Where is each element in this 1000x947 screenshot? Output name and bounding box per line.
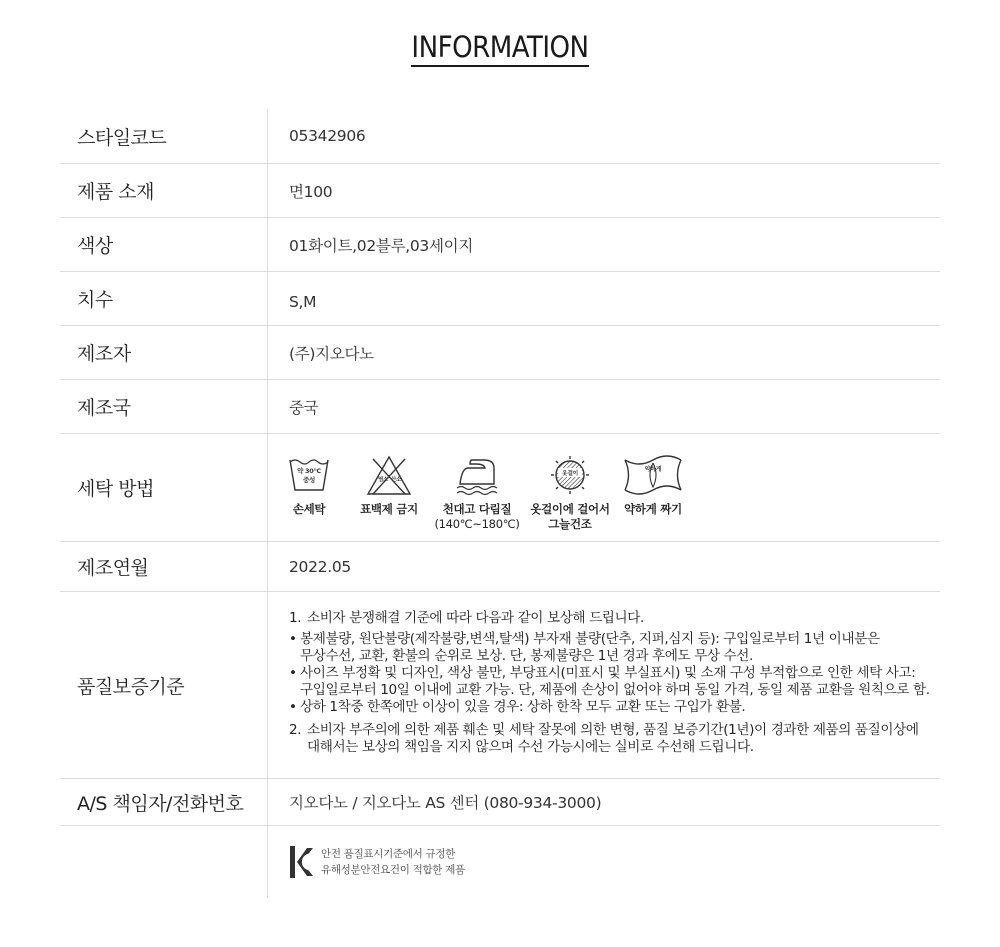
row-label: 제조연월: [60, 542, 268, 591]
kc-text: 안전 품질표시기준에서 규정한 유해성분안전요건이 적합한 제품: [321, 848, 465, 876]
row-kc: [60, 826, 940, 898]
kc-mark-icon: [289, 843, 315, 881]
svg-text:약 30°C: 약 30°C: [297, 467, 321, 475]
row-label: 품질보증기준: [60, 592, 268, 778]
row-label: 세탁 방법: [60, 434, 268, 541]
page-title-wrap: [0, 30, 1000, 67]
svg-text:염소: 염소: [377, 477, 389, 483]
kc-certification: [268, 826, 940, 898]
care-label: 천대고 다림질: [442, 502, 512, 516]
row-size: [60, 272, 940, 326]
care-item-hand-wash: [270, 454, 348, 517]
row-label: A/S 책임자/전화번호: [60, 779, 268, 825]
quality-item-2: 2. 소비자 부주의에 의한 제품 훼손 및 세탁 잘못에 의한 변형, 품질 보증기간(1년)이 경과한 제품의 품질이상에 대해서는 보상의 책임을 지지 않으며 수선 가능시에는 실비로 수선해 드립니다.: [289, 722, 919, 755]
row-style-code: [60, 109, 940, 164]
row-as: [60, 779, 940, 826]
quality-bullet: • 사이즈 부정확 및 디자인, 색상 불만, 부당표시(미표시 및 부실표시) 및 소재 구성 부적합으로 인한 세탁 사고: 구입일로부터 10일 이내에 교환 가능. 단, 제품에 손상이 없어야 하며 동일 가격, 동일 제품 교환을 원칙으로 함.: [289, 665, 930, 698]
row-date: [60, 542, 940, 592]
hang-dry-shade-icon: [547, 454, 593, 496]
row-value: S,M: [289, 292, 317, 311]
care-label: 표백제 금지: [360, 502, 418, 516]
row-wash: [60, 434, 940, 542]
svg-text:옷걸이: 옷걸이: [562, 471, 578, 477]
page-title: INFORMATION: [411, 30, 588, 67]
row-color: [60, 218, 940, 272]
no-bleach-icon: [365, 454, 413, 496]
row-value: (주)지오다노: [289, 344, 374, 363]
care-item-gentle-wring: [616, 454, 690, 517]
hand-wash-icon: [288, 454, 330, 496]
svg-text:산소: 산소: [390, 477, 402, 483]
row-value: 01화이트,02블루,03세이지: [289, 236, 474, 255]
row-label: 제조자: [60, 326, 268, 379]
care-label: 손세탁: [292, 502, 326, 516]
care-sublabel: (140℃~180℃): [434, 517, 520, 531]
row-label-empty: [60, 826, 268, 898]
row-label: 치수: [60, 272, 268, 325]
row-value: 2022.05: [289, 557, 351, 576]
row-value: 면100: [289, 182, 333, 201]
row-value: 중국: [289, 398, 319, 417]
info-table: [60, 109, 940, 898]
row-label: 제조국: [60, 380, 268, 433]
row-material: [60, 164, 940, 218]
care-item-no-bleach: [348, 454, 430, 517]
svg-text:중성: 중성: [303, 476, 315, 484]
iron-with-cloth-icon: [454, 454, 500, 496]
quality-bullet: • 상하 1착중 한쪽에만 이상이 있을 경우: 상하 한착 모두 교환 또는 구입가 환불.: [289, 699, 746, 715]
row-label: 제품 소재: [60, 164, 268, 217]
row-quality: [60, 592, 940, 779]
quality-text: [268, 592, 940, 778]
row-maker: [60, 326, 940, 380]
row-label: 색상: [60, 218, 268, 271]
care-item-hang-dry: [524, 454, 616, 532]
care-item-iron: [430, 454, 524, 532]
care-label-2: 그늘건조: [548, 517, 592, 531]
row-country: [60, 380, 940, 434]
row-value: 지오다노 / 지오다노 AS 센터 (080-934-3000): [289, 794, 602, 812]
care-icons: [268, 434, 940, 541]
quality-item-1: 1. 소비자 분쟁해결 기준에 따라 다음과 같이 보상해 드립니다.: [289, 610, 644, 626]
care-label: 옷걸이에 걸어서: [530, 502, 610, 516]
svg-text:약하게: 약하게: [644, 466, 662, 473]
gentle-wring-icon: [623, 454, 683, 496]
row-value: 05342906: [289, 127, 366, 145]
quality-bullet: • 봉제불량, 원단불량(제작불량,변색,탈색) 부자재 불량(단추, 지퍼,심지 등): 구입일로부터 1년 이내분은 무상수선, 교환, 환불의 순위로 보상. 단, 봉제불량은 1년 경과 후에도 무상 수선.: [289, 631, 880, 664]
care-label: 약하게 짜기: [624, 502, 682, 516]
row-label: 스타일코드: [60, 109, 268, 163]
